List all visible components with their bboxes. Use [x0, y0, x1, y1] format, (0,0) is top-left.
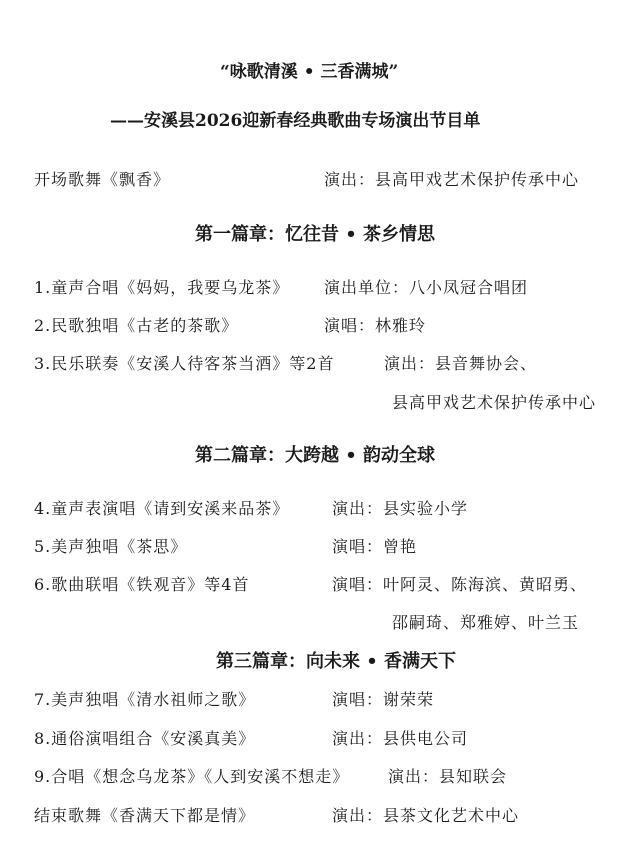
chapter3-heading: 第三篇章：向未来 • 香满天下: [216, 651, 457, 672]
chapter2-heading: 第二篇章：大跨越 • 韵动全球: [195, 445, 436, 466]
program-performer-5: 演唱：曾艳: [332, 537, 418, 556]
program-performer-6-cont: 邵嗣琦、郑雅婷、叶兰玉: [392, 613, 580, 632]
program-item-7: 7.美声独唱《清水祖师之歌》: [34, 690, 256, 709]
chapter1-heading: 第一篇章：忆往昔 • 茶乡情思: [195, 224, 436, 245]
closing-performer: 演出：县茶文化艺术中心: [332, 806, 520, 825]
program-performer-6: 演唱：叶阿灵、陈海滨、黄昭勇、: [332, 575, 588, 594]
opening-performer: 演出：县高甲戏艺术保护传承中心: [324, 170, 580, 189]
program-performer-3: 演出：县音舞协会、: [384, 354, 538, 373]
program-performer-2: 演唱：林雅玲: [324, 316, 427, 335]
program-item-9: 9.合唱《想念乌龙茶》《人到安溪不想走》: [34, 767, 350, 786]
program-item-6: 6.歌曲联唱《铁观音》等4首: [34, 575, 250, 594]
program-item-3: 3.民乐联奏《安溪人待客茶当酒》等2首: [34, 354, 335, 373]
page-subtitle: ——安溪县2026迎新春经典歌曲专场演出节目单: [110, 111, 481, 131]
program-item-2: 2.民歌独唱《古老的茶歌》: [34, 316, 239, 335]
program-item-4: 4.童声表演唱《请到安溪来品茶》: [34, 499, 290, 518]
program-item-1: 1.童声合唱《妈妈，我要乌龙茶》: [34, 278, 290, 297]
program-performer-7: 演唱：谢荣荣: [332, 690, 435, 709]
program-performer-9: 演出：县知联会: [388, 767, 508, 786]
program-performer-4: 演出：县实验小学: [332, 499, 469, 518]
program-performer-1: 演出单位：八小凤冠合唱团: [324, 278, 529, 297]
program-performer-8: 演出：县供电公司: [332, 729, 469, 748]
program-performer-3-cont: 县高甲戏艺术保护传承中心: [392, 393, 597, 412]
closing-item: 结束歌舞《香满天下都是情》: [34, 806, 256, 825]
opening-item: 开场歌舞《飘香》: [34, 170, 171, 189]
page-title: “咏歌清溪 • 三香满城”: [220, 62, 399, 82]
program-item-8: 8.通俗演唱组合《安溪真美》: [34, 729, 256, 748]
program-item-5: 5.美声独唱《茶思》: [34, 537, 188, 556]
